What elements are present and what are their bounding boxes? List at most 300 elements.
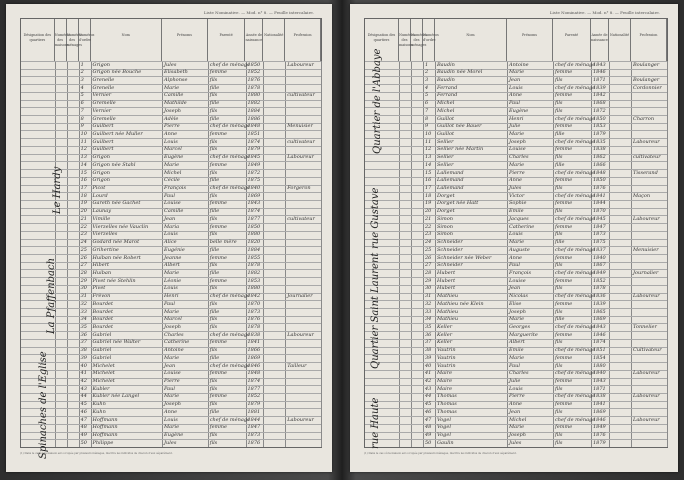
column-header: Numéros d'ordre	[423, 19, 435, 61]
cell-prenom: Louise	[509, 146, 526, 153]
cell-nom: Huiban née Robert	[92, 254, 141, 261]
cell-prenom: Marie	[164, 424, 180, 431]
cell-prenom: Joseph	[164, 323, 182, 330]
cell-annee: 1876	[593, 185, 606, 192]
cell-nom: Michel	[437, 107, 455, 114]
cell-prenom: Marie	[509, 161, 525, 168]
cell-annee: 1839	[593, 84, 606, 91]
cell-nom: Grigon	[92, 169, 110, 176]
column-header: Nom	[91, 19, 163, 61]
cell-parente: fils	[555, 339, 563, 346]
cell-annee: 1871	[593, 76, 606, 83]
cell-annee: 1868	[593, 100, 606, 107]
cell-parente: chef de ménage	[555, 347, 596, 354]
column-header: Parenté	[208, 19, 246, 61]
cell-nom: Schneider née Weber	[437, 254, 492, 261]
cell-nom: Guillot	[437, 115, 455, 122]
cell-parente: chef de ménage	[555, 215, 596, 222]
cell-annee: 1880	[593, 362, 606, 369]
cell-annee: 1853	[247, 277, 261, 284]
cell-parente: fille	[209, 177, 220, 184]
column-header: Profession	[285, 19, 321, 61]
cell-num: 47	[80, 416, 87, 423]
cell-parente: femme	[209, 161, 228, 168]
cell-prof: Cultivateur	[633, 347, 662, 354]
cell-parente: femme	[555, 354, 573, 361]
cell-annee: 1843	[593, 378, 606, 385]
cell-num: 37	[80, 339, 87, 346]
cell-nom: Vautrin	[437, 347, 456, 354]
cell-parente: fille	[555, 161, 565, 168]
cell-prof: Laboureur	[287, 154, 314, 161]
cell-prenom: Marie	[509, 316, 525, 323]
cell-annee: 1850	[247, 61, 261, 68]
cell-parente: chef de ménage	[555, 370, 596, 377]
cell-prof: Laboureur	[633, 293, 660, 300]
cell-num: 7	[425, 107, 429, 114]
cell-annee: 1877	[247, 385, 261, 392]
cell-parente: fille	[209, 408, 220, 415]
cell-prof: Journalier	[633, 269, 659, 276]
cell-annee: 1876	[247, 76, 261, 83]
cell-prenom: Anne	[509, 401, 523, 408]
cell-num: 4	[80, 84, 84, 91]
cell-num: 27	[80, 262, 87, 269]
cell-prenom: Marguerite	[509, 331, 538, 338]
cell-annee: 1850	[593, 177, 606, 184]
cell-nom: Bourdet	[92, 323, 113, 330]
cell-prenom: Adèle	[164, 115, 179, 122]
cell-parente: femme	[209, 277, 228, 284]
cell-nom: Maire	[437, 370, 453, 377]
cell-num: 34	[425, 316, 432, 323]
cell-nom: Grigon	[92, 61, 110, 68]
cell-num: 5	[80, 92, 84, 99]
cell-num: 40	[80, 362, 87, 369]
cell-prenom: Jean	[164, 362, 176, 369]
cell-nom: Sellier	[437, 138, 454, 145]
cell-prenom: Louis	[164, 231, 178, 238]
cell-prof: cultivateur	[287, 92, 315, 99]
cell-annee: 1846	[593, 416, 606, 423]
cell-annee: 1855	[247, 254, 261, 261]
cell-prenom: Julie	[509, 123, 521, 130]
cell-nom: Kuhn	[92, 401, 106, 408]
cell-nom: Grigon	[92, 177, 110, 184]
cell-parente: fils	[209, 76, 218, 83]
cell-prenom: Paul	[509, 362, 520, 369]
cell-parente: chef de ménage	[555, 416, 596, 423]
cell-annee: 1853	[593, 123, 606, 130]
cell-prof: Boulanger	[633, 76, 660, 83]
cell-annee: 1874	[593, 339, 606, 346]
cell-annee: 1886	[247, 115, 261, 122]
cell-nom: Gaulin	[437, 439, 454, 446]
cell-annee: 1851	[593, 347, 606, 354]
register-page-left	[6, 4, 332, 472]
cell-num: 3	[425, 76, 429, 83]
cell-parente: femme	[555, 277, 573, 284]
cell-prenom: Pierre	[509, 393, 525, 400]
cell-parente: chef de ménage	[555, 323, 596, 330]
cell-annee: 1838	[593, 146, 606, 153]
cell-nom: Guilbert	[92, 146, 114, 153]
cell-annee: 1852	[247, 393, 261, 400]
cell-parente: femme	[555, 69, 573, 76]
cell-nom: Sellier	[437, 161, 454, 168]
cell-nom: Mathieu	[437, 316, 459, 323]
cell-annee: 1838	[247, 331, 261, 338]
cell-parente: fille	[555, 316, 565, 323]
cell-parente: fille	[209, 308, 220, 315]
cell-parente: fils	[209, 378, 218, 385]
cell-nom: Thomas	[437, 401, 457, 408]
cell-prenom: Anne	[509, 177, 523, 184]
cell-prenom: Elise	[509, 300, 522, 307]
cell-nom: Sellier née Martin	[437, 146, 484, 153]
cell-parente: fille	[555, 130, 565, 137]
cell-annee: 1854	[593, 354, 606, 361]
cell-parente: fils	[555, 100, 563, 107]
cell-num: 46	[80, 408, 87, 415]
cell-annee: 1845	[593, 215, 606, 222]
cell-parente: fils	[209, 385, 218, 392]
cell-prof: Laboureur	[633, 215, 660, 222]
cell-prof: cultivateur	[633, 154, 661, 161]
cell-nom: Michelet	[92, 362, 115, 369]
cell-annee: 1879	[593, 439, 606, 446]
cell-num: 50	[80, 439, 87, 446]
cell-nom: Pivet née Stehlin	[92, 277, 136, 284]
cell-num: 45	[80, 401, 87, 408]
cell-nom: Vautrin	[437, 354, 456, 361]
cell-annee: 1847	[593, 223, 606, 230]
page-title: Liste Nominative. — Mod. n° 8. — Feuille intercalaire.	[203, 10, 314, 15]
cell-prenom: Albert	[509, 339, 525, 346]
cell-prenom: Catherine	[509, 223, 535, 230]
cell-prenom: Henri	[509, 115, 524, 122]
cell-annee: 1846	[593, 69, 606, 76]
cell-num: 34	[80, 316, 87, 323]
cell-nom: Simon	[437, 223, 453, 230]
cell-parente: fille	[209, 354, 220, 361]
cell-prenom: Maria	[164, 223, 180, 230]
cell-annee: 1839	[593, 300, 606, 307]
cell-num: 4	[425, 84, 429, 91]
cell-parente: femme	[555, 424, 573, 431]
cell-prenom: Marie	[509, 69, 525, 76]
cell-annee: 1841	[593, 401, 606, 408]
cell-num: 16	[425, 177, 432, 184]
cell-num: 22	[425, 223, 432, 230]
cell-prenom: Eugène	[509, 107, 529, 114]
cell-nom: Vautrin	[437, 362, 456, 369]
cell-prenom: Marie	[164, 161, 180, 168]
column-header: Numéros des ménages	[411, 19, 423, 61]
cell-nom: Michel	[437, 100, 455, 107]
cell-num: 32	[425, 300, 432, 307]
cell-parente: femme	[555, 123, 573, 130]
cell-prenom: Auguste	[509, 246, 530, 253]
cell-parente: chef de ménage	[555, 192, 596, 199]
census-table	[20, 18, 322, 448]
cell-parente: chef de ménage	[555, 169, 596, 176]
cell-nom: Simon	[437, 231, 453, 238]
cell-num: 26	[425, 254, 432, 261]
cell-nom: Keller	[437, 323, 453, 330]
cell-nom: Frèvon	[92, 293, 111, 300]
cell-prenom: Charles	[164, 331, 184, 338]
cell-nom: Guilbert	[92, 138, 114, 145]
cell-prof: Maçon	[633, 192, 651, 199]
cell-annee: 1876	[593, 432, 606, 439]
margin-label: Spinaches de l'Eglise	[38, 351, 49, 459]
column-header: Prénoms	[507, 19, 553, 61]
cell-prenom: Sophie	[509, 200, 527, 207]
cell-annee: 1873	[247, 432, 261, 439]
cell-prenom: François	[509, 269, 532, 276]
cell-nom: Gabriel née Walter	[92, 339, 141, 346]
cell-parente: fils	[209, 300, 218, 307]
cell-prenom: Emile	[509, 208, 524, 215]
cell-prenom: Henri	[164, 293, 179, 300]
column-header: Numéros des ménages	[67, 19, 79, 61]
cell-annee: 1841	[593, 192, 606, 199]
cell-annee: 1847	[247, 424, 261, 431]
cell-annee: 1837	[593, 246, 606, 253]
cell-parente: fils	[555, 362, 563, 369]
cell-num: 23	[425, 231, 432, 238]
cell-nom: Hubert	[437, 269, 456, 276]
cell-prenom: Victor	[509, 192, 525, 199]
register-page-right	[350, 4, 678, 472]
cell-annee: 1849	[593, 424, 606, 431]
cell-annee: 1873	[593, 231, 606, 238]
cell-annee: 1846	[247, 362, 261, 369]
margin-label: Le Hardy	[52, 166, 63, 214]
cell-prenom: Alice	[164, 239, 177, 246]
cell-num: 43	[425, 385, 432, 392]
cell-prof: Menuisier	[633, 246, 659, 253]
table-header	[365, 19, 667, 62]
cell-num: 21	[80, 215, 87, 222]
column-rule	[321, 61, 322, 447]
cell-nom: Dorget	[437, 208, 455, 215]
cell-num: 22	[80, 223, 87, 230]
cell-prenom: Jean	[509, 76, 521, 83]
cell-prenom: Jules	[509, 439, 522, 446]
cell-nom: Thomas	[437, 393, 457, 400]
cell-nom: Guillot née Bauer	[437, 123, 482, 130]
cell-prenom: Louise	[164, 200, 181, 207]
cell-annee: 1879	[247, 401, 261, 408]
cell-prof: Cordonnier	[633, 84, 662, 91]
cell-nom: Ferrand	[437, 92, 458, 99]
cell-prenom: Charles	[509, 154, 529, 161]
cell-parente: femme	[209, 223, 228, 230]
cell-prenom: Marie	[509, 424, 525, 431]
cell-prenom: Pierre	[164, 123, 180, 130]
cell-prenom: Jean	[509, 408, 521, 415]
cell-annee: 1866	[247, 347, 261, 354]
cell-prenom: Jules	[164, 61, 177, 68]
cell-nom: Kubler	[92, 385, 110, 392]
cell-parente: chef de ménage	[555, 115, 596, 122]
cell-prof: cultivateur	[287, 138, 315, 145]
cell-prenom: Albert	[164, 262, 180, 269]
cell-prenom: Catherine	[164, 339, 190, 346]
column-header: Profession	[631, 19, 667, 61]
cell-annee: 1835	[593, 138, 606, 145]
cell-nom: Grihertine	[92, 246, 119, 253]
margin-label: rue Haute	[370, 397, 381, 449]
cell-nom: Baudin	[437, 61, 455, 68]
cell-parente: fils	[555, 154, 563, 161]
cell-nom: Vernier	[92, 107, 112, 114]
cell-annee: 1865	[593, 308, 606, 315]
cell-parente: chef de ménage	[555, 84, 596, 91]
cell-annee: 1884	[247, 107, 261, 114]
cell-annee: 1866	[593, 161, 606, 168]
cell-prof: Laboureur	[287, 331, 314, 338]
cell-parente: femme	[555, 331, 573, 338]
cell-num: 11	[80, 138, 87, 145]
cell-annee: 1875	[247, 177, 261, 184]
cell-annee: 1869	[247, 354, 261, 361]
cell-parente: fils	[209, 316, 218, 323]
cell-prof: Menuisier	[287, 123, 313, 130]
cell-parente: femme	[209, 130, 228, 137]
cell-num: 41	[425, 370, 432, 377]
cell-parente: fils	[209, 401, 218, 408]
cell-num: 20	[425, 208, 432, 215]
cell-annee: 1869	[593, 316, 606, 323]
cell-parente: chef de ménage	[209, 331, 250, 338]
margin-label: Quartier Saint Laurent	[370, 252, 381, 369]
page-title: Liste Nominative. — Mod. n° 8. — Feuille intercalaire.	[549, 10, 660, 15]
cell-annee: 1873	[247, 308, 261, 315]
cell-num: 13	[425, 154, 432, 161]
cell-nom: Mathieu	[437, 308, 459, 315]
cell-parente: femme	[555, 177, 573, 184]
cell-num: 7	[80, 107, 84, 114]
cell-prenom: Marie	[164, 308, 180, 315]
cell-prenom: Georges	[509, 323, 531, 330]
column-header: Numéros d'ordre	[79, 19, 91, 61]
cell-parente: fils	[555, 76, 563, 83]
cell-prenom: Camille	[164, 208, 184, 215]
cell-num: 46	[425, 408, 432, 415]
cell-prenom: Marie	[164, 393, 180, 400]
cell-parente: fils	[555, 262, 563, 269]
cell-prof: Forgeron	[287, 185, 311, 192]
cell-prenom: Paul	[164, 192, 175, 199]
cell-nom: Kuhn	[92, 408, 106, 415]
cell-num: 14	[425, 161, 432, 168]
cell-prenom: Jules	[509, 185, 522, 192]
cell-parente: femme	[209, 393, 228, 400]
cell-num: 20	[80, 208, 87, 215]
cell-parente: chef de ménage	[209, 61, 250, 68]
cell-nom: Mathieu	[437, 293, 459, 300]
cell-annee: 1882	[247, 100, 261, 107]
cell-parente: chef de ménage	[209, 293, 250, 300]
cell-parente: femme	[555, 401, 573, 408]
cell-annee: 1872	[593, 107, 606, 114]
cell-num: 3	[80, 76, 84, 83]
cell-prenom: Anne	[509, 92, 523, 99]
cell-prenom: Jean	[509, 285, 521, 292]
cell-prof: Journalier	[287, 293, 313, 300]
cell-nom: Vimille	[92, 215, 111, 222]
column-rule	[667, 61, 668, 447]
cell-prenom: Michel	[509, 416, 527, 423]
cell-prof: Laboureur	[287, 416, 314, 423]
cell-nom: Launay	[92, 208, 112, 215]
column-header: Numéros des maisons	[399, 19, 411, 61]
cell-nom: Guillot	[437, 130, 455, 137]
census-table	[364, 18, 668, 448]
cell-num: 30	[425, 285, 432, 292]
cell-prenom: Nicolas	[509, 293, 528, 300]
cell-num: 29	[80, 277, 87, 284]
footnote: (1) Dans le cas où la maison est occupée par plusieurs ménages, inscrire les individus de chacun d'eux séparément.	[20, 452, 173, 455]
cell-num: 19	[80, 200, 87, 207]
cell-parente: fils	[555, 308, 563, 315]
cell-num: 25	[425, 246, 432, 253]
cell-parente: fille	[209, 246, 220, 253]
cell-num: 29	[425, 277, 432, 284]
cell-nom: Godard née Marot	[92, 239, 140, 246]
cell-prenom: Louis	[509, 385, 523, 392]
cell-prenom: Paul	[164, 300, 175, 307]
cell-prenom: Julie	[509, 378, 521, 385]
cell-prof: Laboureur	[633, 138, 660, 145]
cell-num: 36	[80, 331, 87, 338]
cell-num: 47	[425, 416, 432, 423]
cell-annee: 1880	[247, 231, 261, 238]
cell-num: 49	[80, 432, 87, 439]
cell-annee: 1878	[593, 285, 606, 292]
cell-prenom: Marie	[509, 239, 525, 246]
cell-nom: Maire	[437, 378, 453, 385]
cell-annee: 1840	[247, 185, 261, 192]
cell-num: 19	[425, 200, 432, 207]
cell-nom: Vogel	[437, 424, 451, 431]
cell-prenom: Emile	[509, 347, 524, 354]
cell-prof: Tailleur	[287, 362, 307, 369]
cell-parente: fille	[209, 269, 220, 276]
cell-annee: 1870	[247, 300, 261, 307]
cell-nom: Baudin née Morel	[437, 69, 483, 76]
cell-parente: fille	[209, 100, 220, 107]
margin-label: Quartier de l'Abbaye	[372, 48, 383, 154]
column-header: Parenté	[553, 19, 591, 61]
cell-parente: femme	[209, 339, 228, 346]
cell-annee: 1872	[247, 169, 261, 176]
cell-annee: 1874	[247, 138, 261, 145]
cell-num: 43	[80, 385, 87, 392]
column-header: Année de naissance	[246, 19, 264, 61]
cell-nom: Vernier	[92, 92, 112, 99]
cell-prenom: Alphonse	[164, 76, 188, 83]
cell-num: 18	[80, 192, 87, 199]
cell-nom: Sellier	[437, 154, 454, 161]
cell-annee: 1880	[247, 92, 261, 99]
cell-num: 33	[80, 308, 87, 315]
cell-num: 10	[80, 130, 87, 137]
cell-annee: 1849	[247, 161, 261, 168]
